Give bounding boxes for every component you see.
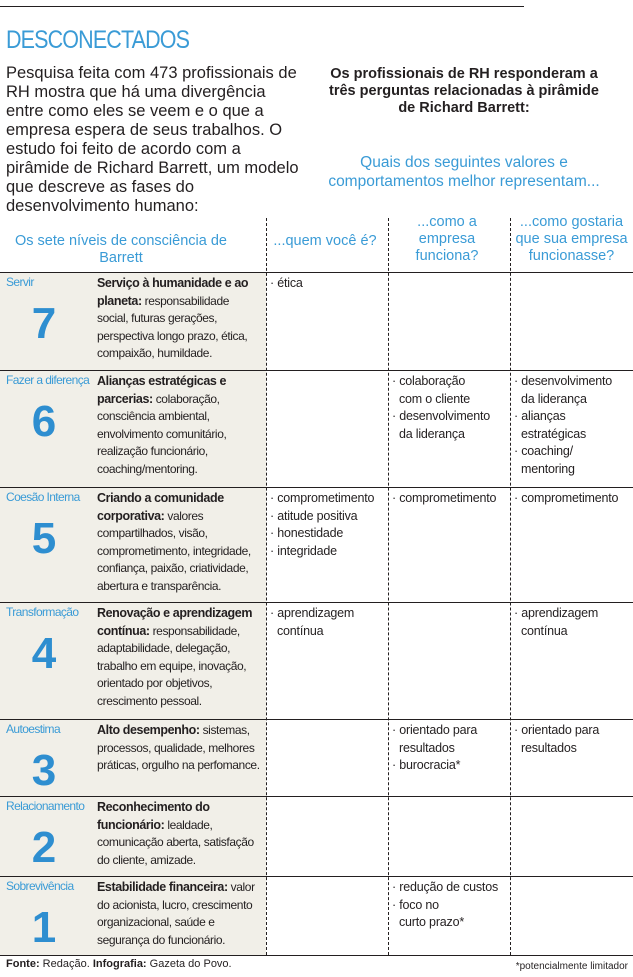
intro-text: Pesquisa feita com 473 profissionais de RH mostra que há uma divergência entre como eles se veem e o que a empresa espera de seus trabalhos. O estudo foi feito de acordo com a pirâmide de Richard Barrett, um modelo que descreve as fases do desenvolvimento humano: xyxy=(6,64,299,215)
level-name: Servir xyxy=(6,275,34,289)
level-name: Fazer a diferença xyxy=(6,373,90,387)
answer-cell-q2 xyxy=(392,373,490,443)
level-description xyxy=(97,275,262,363)
footnote: *potencialmente limitador xyxy=(515,961,628,972)
row-divider xyxy=(0,876,633,877)
answer-cell-q3 xyxy=(514,722,599,757)
answer-item: · aprendizagem xyxy=(514,605,598,623)
answer-item: · orientado para xyxy=(392,722,477,740)
level-description xyxy=(97,373,262,479)
answer-item: · burocracia* xyxy=(392,757,477,775)
level-title: Alto desempenho: xyxy=(97,723,200,737)
level-title: Reconhecimento do funcionário: xyxy=(97,800,210,832)
answer-item-continued: com o cliente xyxy=(399,391,471,406)
answer-item: · comprometimento xyxy=(514,490,618,508)
answer-item-continued: curto prazo* xyxy=(399,915,464,930)
level-number: 7 xyxy=(31,299,57,348)
question-heading: Quais dos seguintes valores e comportamentos melhor representam... xyxy=(328,154,600,190)
answer-cell-q1 xyxy=(270,605,354,640)
level-title: Criando a comunidade corporativa: xyxy=(97,491,224,523)
answer-item: · desenvolvimento xyxy=(514,373,612,391)
level-name: Autoestima xyxy=(6,722,61,736)
answer-cell-q3 xyxy=(514,605,598,640)
answer-item: · honestidade xyxy=(270,525,374,543)
level-text: responsabilidade, adaptabilidade, delegação, trabalho em equipe, inovação, orientado por objetivos, crescimento pessoal. xyxy=(97,623,247,708)
answer-item: · desenvolvimento xyxy=(392,408,490,426)
level-description xyxy=(97,799,262,869)
level-title: Renovação e aprendizagem contínua: xyxy=(97,606,253,638)
level-name: Coesão Interna xyxy=(6,490,80,504)
level-number: 3 xyxy=(31,746,57,795)
answer-item-continued: estratégicas xyxy=(521,426,586,441)
level-text: valores compartilhados, visão, comprometimento, integridade, confiança, paixão, criatividade, abertura e transparência. xyxy=(97,508,251,593)
answer-item-continued: resultados xyxy=(399,740,455,755)
source-credit: Fonte: Redação. Infografia: Gazeta do Povo. xyxy=(6,958,232,970)
level-number: 1 xyxy=(31,903,57,952)
level-description xyxy=(97,605,262,711)
answer-item-continued: resultados xyxy=(521,740,577,755)
answer-cell-q1 xyxy=(270,275,303,293)
answer-item: · foco no xyxy=(392,897,498,915)
answer-item-continued: mentoring xyxy=(521,461,575,476)
answer-item: · alianças xyxy=(514,408,612,426)
answer-cell-q2 xyxy=(392,879,498,932)
row-divider xyxy=(0,370,633,371)
top-rule xyxy=(0,6,524,7)
level-text: colaboração, consciência ambiental, envolvimento comunitário, realização funcionário, coaching/mentoring. xyxy=(97,391,227,476)
answer-item: · ética xyxy=(270,275,303,293)
level-title: Estabilidade financeira: xyxy=(97,880,228,894)
level-text: valor do acionista, lucro, crescimento organizacional, saúde e segurança do funcionário. xyxy=(97,880,255,947)
answer-item: · comprometimento xyxy=(270,490,374,508)
level-name: Transformação xyxy=(6,605,79,619)
level-text: responsabilidade social, futuras gerações, perspectiva longo prazo, ética, compaixão, humildade. xyxy=(97,293,248,361)
level-description xyxy=(97,722,262,775)
level-description xyxy=(97,490,262,596)
rh-description: Os profissionais de RH responderam a três perguntas relacionadas à pirâmide de Richard Barrett: xyxy=(329,66,599,116)
answer-cell-q1 xyxy=(270,490,374,560)
level-description xyxy=(97,879,262,949)
level-number: 4 xyxy=(31,629,57,678)
answer-item: · integridade xyxy=(270,543,374,561)
answer-cell-q2 xyxy=(392,490,496,508)
column-divider xyxy=(510,218,511,955)
column-divider xyxy=(266,218,267,955)
level-name: Relacionamento xyxy=(6,799,85,813)
answer-item: · coaching/ xyxy=(514,443,612,461)
q2-column-header: ...como a empresa funciona? xyxy=(415,214,479,264)
answer-item: · orientado para xyxy=(514,722,599,740)
answer-cell-q3 xyxy=(514,373,612,479)
level-number: 6 xyxy=(31,397,57,446)
row-divider xyxy=(0,487,633,488)
answer-item-continued: da liderança xyxy=(521,391,587,406)
table-bottom-rule xyxy=(0,955,633,956)
answer-item: · redução de custos xyxy=(392,879,498,897)
row-divider xyxy=(0,719,633,720)
answer-item-continued: da liderança xyxy=(399,426,465,441)
answer-cell-q2 xyxy=(392,722,477,775)
levels-column-header: Os sete níveis de consciência de Barrett xyxy=(15,233,227,266)
row-divider xyxy=(0,602,633,603)
page-title: DESCONECTADOS xyxy=(6,26,190,54)
answer-cell-q3 xyxy=(514,490,618,508)
level-text: lealdade, comunicação aberta, satisfação do cliente, amizade. xyxy=(97,817,254,867)
answer-item: · atitude positiva xyxy=(270,508,374,526)
level-name: Sobrevivência xyxy=(6,879,74,893)
level-number: 5 xyxy=(31,514,57,563)
level-title: Alianças estratégicas e parcerias: xyxy=(97,374,227,406)
answer-item: · comprometimento xyxy=(392,490,496,508)
column-divider xyxy=(388,218,389,955)
level-title: Serviço à humanidade e ao planeta: xyxy=(97,276,249,308)
row-divider xyxy=(0,796,633,797)
answer-item: · colaboração xyxy=(392,373,490,391)
level-number: 2 xyxy=(31,823,57,872)
answer-item: · aprendizagem xyxy=(270,605,354,623)
q3-column-header: ...como gostaria que sua empresa funcionasse? xyxy=(515,214,628,264)
q1-column-header: ...quem você é? xyxy=(273,233,377,249)
level-text: sistemas, processos, qualidade, melhores práticas, orgulho na perfomance. xyxy=(97,723,260,773)
answer-item-continued: contínua xyxy=(277,623,324,638)
row-divider xyxy=(0,272,633,273)
answer-item-continued: contínua xyxy=(521,623,568,638)
